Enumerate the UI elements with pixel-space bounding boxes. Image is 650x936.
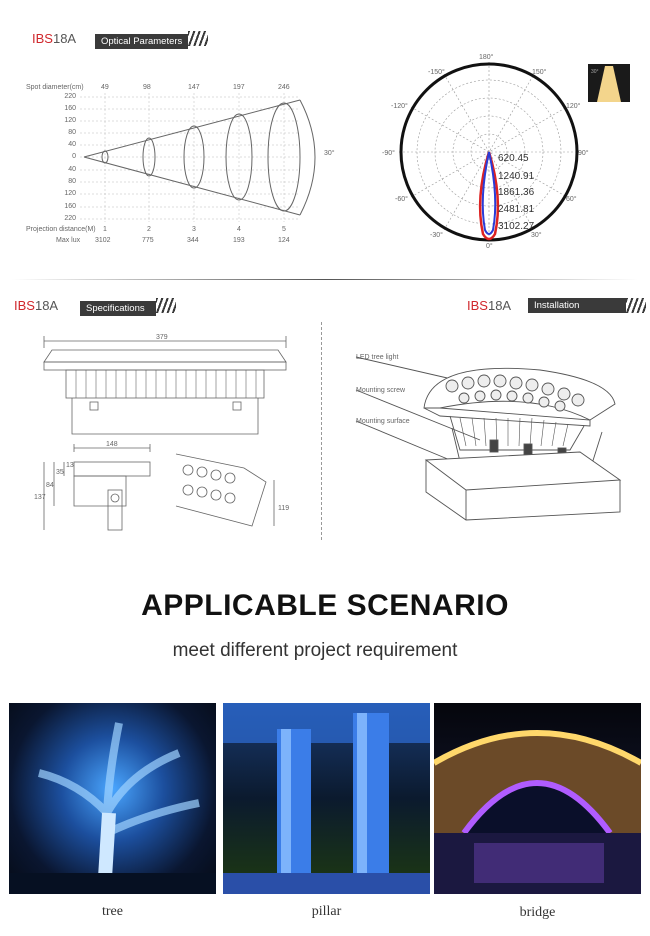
lux-value: 344 (187, 237, 199, 244)
pillar-label: pillar (311, 904, 342, 919)
section-divider (12, 279, 638, 280)
y-tick: 120 (64, 117, 76, 124)
polar-angle-label: -150° (428, 69, 445, 76)
specs-model-label: IBS18A (14, 298, 59, 313)
stripes-icon (626, 298, 646, 313)
lux-value: 775 (142, 237, 154, 244)
polar-angle-label: -90° (382, 150, 395, 157)
distance-value: 4 (237, 226, 241, 233)
dim-d: 137 (34, 494, 46, 501)
polar-angle-label: 120° (566, 103, 581, 110)
polar-value: 3102.27 (498, 221, 535, 232)
projection-distance-label: Projection distance(M) (26, 226, 96, 233)
tree-label: tree (102, 904, 123, 919)
max-lux-label: Max lux (56, 237, 81, 244)
y-tick: 220 (64, 93, 76, 100)
polar-value: 620.45 (498, 153, 529, 164)
vertical-divider (321, 322, 322, 540)
dim-a: 13 (66, 462, 74, 469)
distance-value: 1 (103, 226, 107, 233)
specs-section-header (80, 298, 176, 316)
distance-value: 2 (147, 226, 151, 233)
installation-drawing (340, 340, 630, 530)
polar-angle-label: 150° (532, 69, 547, 76)
dim-depth: 148 (106, 441, 118, 448)
y-tick: 220 (64, 215, 76, 222)
dim-c: 84 (46, 482, 54, 489)
label-led-light: LED tree light (356, 354, 399, 361)
dim-width: 379 (156, 334, 168, 341)
polar-value: 1861.36 (498, 187, 535, 198)
y-tick: 120 (64, 190, 76, 197)
beam-icon (588, 64, 630, 102)
specs-drawing (30, 330, 300, 540)
pillar-photo (223, 703, 430, 894)
y-tick: 80 (68, 129, 76, 136)
spot-value: 246 (278, 84, 290, 91)
polar-value: 2481.81 (498, 204, 535, 215)
y-tick: 160 (64, 203, 76, 210)
tree-photo (9, 703, 216, 894)
polar-value: 1240.91 (498, 171, 535, 182)
polar-angle-label: 180° (479, 54, 494, 61)
polar-angle-label: 30° (531, 232, 542, 239)
beam-angle-label: 30° (324, 150, 335, 157)
polar-angle-label: -30° (430, 232, 443, 239)
spot-diameter-label: Spot diameter(cm) (26, 84, 84, 91)
label-mounting-screw: Mounting screw (356, 387, 406, 394)
spot-value: 98 (143, 84, 151, 91)
dim-b: 35 (56, 469, 64, 476)
y-tick: 160 (64, 105, 76, 112)
svg-text:30°: 30° (591, 69, 599, 75)
label-mounting-surface: Mounting surface (356, 418, 410, 425)
polar-angle-label: -60° (395, 196, 408, 203)
beam-cone-diagram (0, 0, 340, 250)
lux-value: 193 (233, 237, 245, 244)
optical-badge: Optical Parameters (95, 34, 188, 49)
scenario-title: APPLICABLE SCENARIO (141, 589, 509, 622)
bridge-label: bridge (519, 905, 556, 920)
lux-value: 3102 (95, 237, 111, 244)
distance-value: 3 (192, 226, 196, 233)
bridge-photo (434, 703, 641, 894)
polar-angle-label: -120° (391, 103, 408, 110)
polar-angle-label: 60° (566, 196, 577, 203)
lux-value: 124 (278, 237, 290, 244)
y-tick: 40 (68, 141, 76, 148)
spot-value: 49 (101, 84, 109, 91)
specs-badge: Specifications (80, 301, 156, 316)
y-tick: 0 (72, 153, 76, 160)
install-section-header (528, 298, 646, 328)
install-model-label: IBS18A (467, 298, 512, 313)
install-badge: Installation instruction (528, 298, 626, 313)
distance-value: 5 (282, 226, 286, 233)
optical-model-label: IBS18A (32, 31, 77, 46)
polar-diagram (395, 58, 585, 248)
polar-angle-label: 90° (578, 150, 589, 157)
y-tick: 40 (68, 166, 76, 173)
polar-angle-label: 0° (486, 243, 493, 250)
stripes-icon (156, 298, 176, 313)
spot-value: 147 (188, 84, 200, 91)
spot-value: 197 (233, 84, 245, 91)
scenario-subtitle: meet different project requirement (172, 640, 458, 661)
dim-e: 119 (278, 505, 290, 512)
y-tick: 80 (68, 178, 76, 185)
